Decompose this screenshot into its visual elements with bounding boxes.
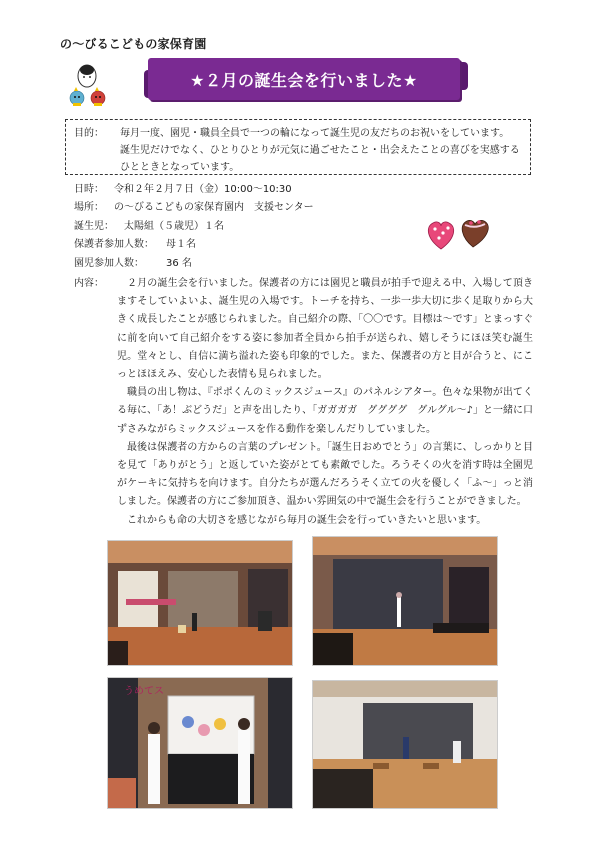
- content-paragraph: 最後は保護者の方からの言葉のプレゼント。「誕生日おめでとう」の言葉に、しっかりと目を見て「ありがとう」と返していた姿がとても素敵でした。ろうそくの火を消す時は全園児がケーキに気持ちを向けます。自分たちが選んだろうそく立ての火を優しく「ふ〜」っと消しました。保護者の方にご参加頂き、温かい雰囲気の中で誕生会を行うことができました。: [117, 441, 533, 508]
- content-paragraph: これからも命の大切さを感じながら毎月の誕生会を行っていきたいと思います。: [127, 514, 487, 526]
- oni-mascot-icon: [62, 62, 112, 112]
- children-value: 36 名: [166, 258, 192, 269]
- nursery-name: の〜びるこどもの家保育園: [60, 37, 207, 51]
- purpose-line: 誕生児だけでなく、ひとりひとりが元気に過ごせたこと・出会えたことの喜びを実感する: [120, 145, 520, 156]
- photo-hall-entrance: [107, 540, 293, 666]
- purpose-box: [65, 119, 531, 175]
- purpose-line: ひとときとなっています。: [120, 162, 240, 173]
- photo-hall-wide: [312, 680, 498, 809]
- date-value: 令和２年２月７日（金）10:00〜10:30: [114, 184, 292, 195]
- guardians-value: 母１名: [166, 239, 196, 250]
- place-label: 場所：: [74, 202, 104, 213]
- date-row: [74, 181, 292, 198]
- place-row: [74, 199, 314, 216]
- content-label: 内容：: [74, 278, 104, 289]
- hearts-illustration-icon: [423, 213, 495, 253]
- children-row: [74, 255, 192, 272]
- page-title: ★２月の誕生会を行いました★: [148, 58, 460, 100]
- guardians-label: 保護者参加人数：: [74, 239, 154, 250]
- content-body: [117, 275, 533, 530]
- purpose-label: 目的：: [74, 128, 104, 139]
- photo-stage-curtain: [312, 536, 498, 666]
- photo-caption-sign: うめてス: [124, 686, 164, 697]
- date-label: 日時：: [74, 184, 104, 195]
- purpose-line: 毎月一度、園児・職員全員で一つの輪になって誕生児の友だちのお祝いをしています。: [120, 128, 510, 139]
- birthday-label: 誕生児：: [74, 221, 114, 232]
- birthday-row: [74, 218, 224, 235]
- guardians-row: [74, 236, 196, 253]
- place-value: の〜びるこどもの家保育園内 支援センター: [114, 202, 314, 213]
- birthday-value: 太陽組（５歳児）１名: [124, 221, 224, 232]
- photo-panel-theater: [107, 677, 293, 809]
- content-paragraph: 職員の出し物は、『ポポくんのミックスジュース』のパネルシアター。色々な果物が出てくる毎に、「あ！ぶどうだ」と声を出したり、「ガガガガ ググググ グルグル〜♪」と一緒に口ずさみながらミックスジュースを作る動作を楽しんだりしていました。: [117, 387, 533, 435]
- children-label: 園児参加人数：: [74, 258, 144, 269]
- content-paragraph: ２月の誕生会を行いました。保護者の方には園児と職員が拍手で迎える中、入場して頂きますそしていよいよ、誕生児の入場です。トーチを持ち、一歩一歩大切に歩く足取りから大きく成長したことが感じられました。自己紹介の際、「〇〇です。目標は〜です」とまっすぐに前を向いて自己紹介をする姿に参加者全員から拍手が送られ、嬉しそうにほほ笑む誕生児。堂々とし、自信に満ち溢れた姿も印象的でした。また、保護者の方と目が合うと、にこっとほほえみ、安心した表情も見られました。: [117, 278, 533, 381]
